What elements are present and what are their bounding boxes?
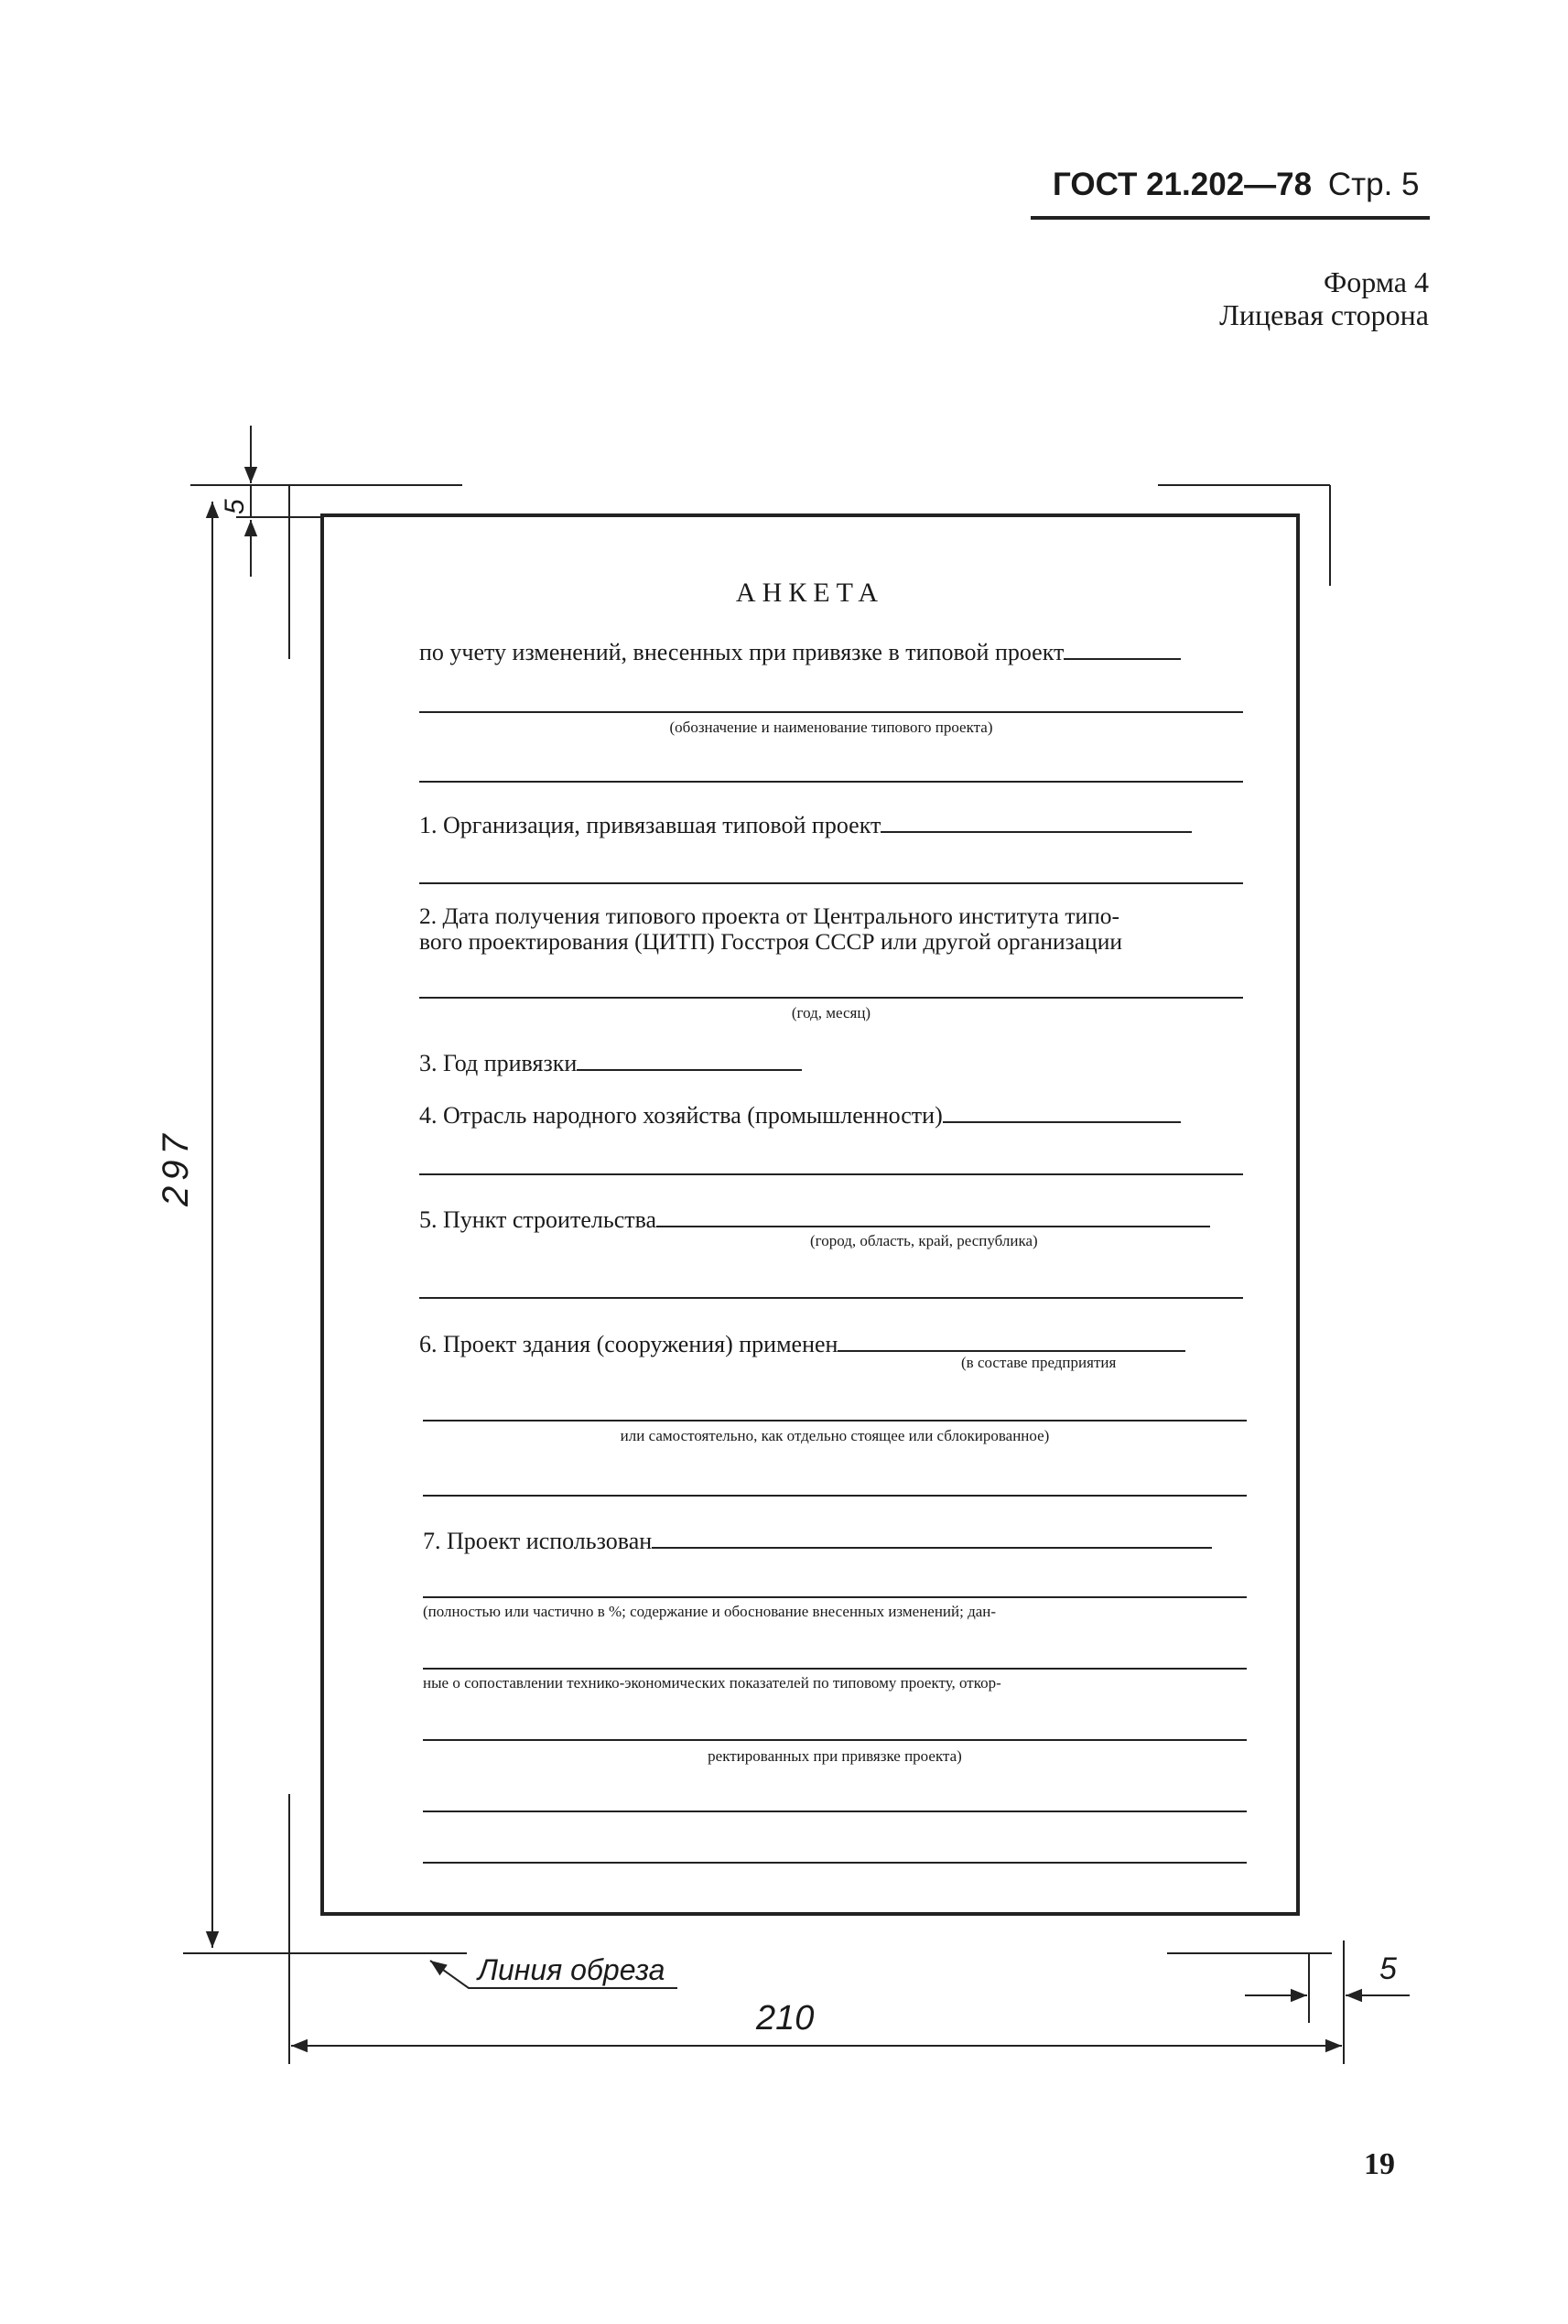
- cut-line-label: Линия обреза: [478, 1953, 665, 1986]
- caption-usage-b: ные о сопоставлении технико-экономических показателей по типовому проекту, откор-: [423, 1674, 1001, 1692]
- caption-usage-c: ректированных при привязке проекта): [708, 1747, 962, 1765]
- caption-project: (обозначение и наименование типового проекта): [669, 719, 993, 736]
- gost-number: ГОСТ 21.202—78: [1053, 167, 1313, 202]
- page-number: 19: [1364, 2147, 1395, 2181]
- caption-date: (год, месяц): [791, 1004, 871, 1021]
- form-side: Лицевая сторона: [1219, 298, 1429, 331]
- caption-usage-a: (полностью или частично в %; содержание и обоснование внесенных изменений; дан-: [423, 1603, 997, 1620]
- caption-building-b: или самостоятельно, как отдельно стоящее или сблокированное): [620, 1427, 1050, 1444]
- caption-place: (город, область, край, республика): [810, 1232, 1038, 1249]
- item-usage: 7. Проект использован: [423, 1529, 1212, 1553]
- item-building: 6. Проект здания (сооружения) применен: [419, 1332, 1185, 1357]
- right-margin-label: 5: [1379, 1951, 1397, 1986]
- top-margin-label: 5: [220, 499, 250, 514]
- item-organization: 1. Организация, привязавшая типовой проект: [419, 813, 1192, 838]
- form-number: Форма 4: [1323, 265, 1429, 298]
- item-industry: 4. Отрасль народного хозяйства (промышленности): [419, 1103, 1181, 1128]
- page-reference: Стр. 5: [1327, 167, 1420, 202]
- item-site: 5. Пункт строительства: [419, 1207, 1210, 1232]
- item-date-line2: вого проектирования (ЦИТП) Госстроя СССР или другой организации: [419, 928, 1122, 955]
- form-title: АНКЕТА: [735, 578, 885, 608]
- item-date-line1: 2. Дата получения типового проекта от Центрального института типо-: [419, 903, 1120, 929]
- width-dimension-label: 210: [751, 1999, 819, 2038]
- form-subtitle: по учету изменений, внесенных при привязке в типовой проект: [419, 640, 1181, 665]
- height-dimension-label: 297: [156, 1129, 196, 1206]
- item-year: 3. Год привязки: [419, 1051, 802, 1076]
- caption-building-a: (в составе предприятия: [961, 1354, 1117, 1371]
